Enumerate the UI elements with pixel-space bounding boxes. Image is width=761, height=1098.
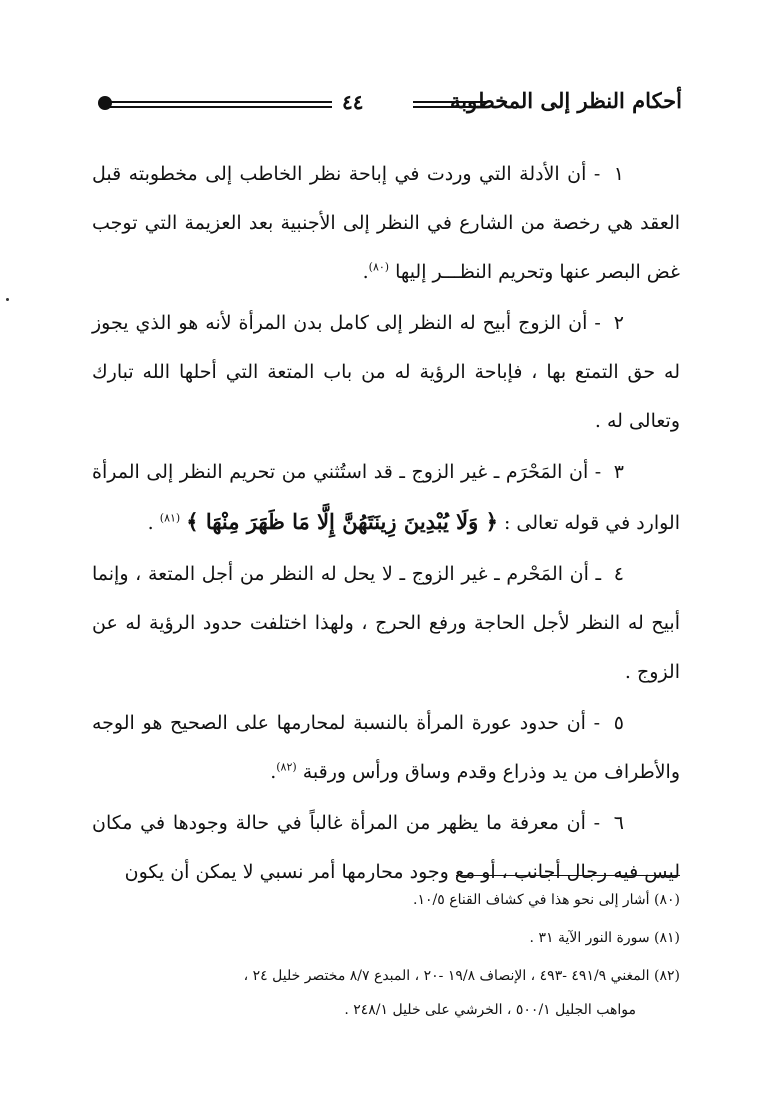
- page-header: [92, 84, 682, 124]
- footnote-ref[interactable]: (٨٢): [276, 760, 297, 774]
- footnote: [92, 883, 680, 917]
- footnote-ref[interactable]: (٨٠): [368, 260, 390, 274]
- footnote-separator: [456, 875, 680, 876]
- item-number: ٥: [613, 712, 624, 734]
- footnote-text: المغني ٤٩١/٩ -٤٩٣ ، الإنصاف ١٩/٨ -٢٠ ، المبدع ٨/٧ مختصر خليل ٢٤ ،: [243, 968, 650, 984]
- header-rule-left: [110, 101, 332, 108]
- item-tail: .: [147, 512, 154, 534]
- page-number: ٤٤: [342, 90, 364, 114]
- item-number: ٤: [613, 563, 624, 585]
- item-text: - أن الزوج أبيح له النظر إلى كامل بدن المرأة لأنه هو الذي يجوز له حق التمتع بها ، فإباحة الرؤية له من باب المتعة التي أحلها الله تبارك وتعالى له .: [92, 312, 680, 432]
- list-item: [92, 550, 680, 697]
- item-text: ـ أن المَحْرم ـ غير الزوج ـ لا يحل له النظر من أجل المتعة ، وإنما أبيح له النظر لأجل الحاجة ورفع الحرج ، ولهذا اختلفت حدود الرؤية له عن الزوج .: [92, 563, 681, 683]
- list-item: [92, 699, 680, 797]
- item-tail: .: [270, 761, 277, 783]
- footnote-continuation: مواهب الجليل ٥٠٠/١ ، الخرشي على خليل ٢٤٨/١ .: [344, 1002, 636, 1018]
- item-text: - أن معرفة ما يظهر من المرأة غالباً في حالة وجودها في مكان ليس فيه رجال أجانب ، أو مع وجود محارمها أمر نسبي لا يمكن أن يكون: [92, 812, 680, 883]
- footnote: [92, 959, 680, 1027]
- list-item: [92, 299, 680, 446]
- footnote-marker: (٨١): [654, 930, 680, 946]
- item-number: ١: [613, 163, 624, 185]
- item-text: - أن الأدلة التي وردت في إباحة نظر الخاطب إلى مخطوبته قبل العقد هي رخصة من الشارع في النظر إلى الأجنبية بعد العزيمة التي توجب غض البصر عنها وتحريم النظـــر إليها: [92, 163, 680, 283]
- list-item: [92, 150, 680, 297]
- item-number: ٢: [613, 312, 624, 334]
- item-text: - أن المَحْرَم ـ غير الزوج ـ قد استُثني من تحريم النظر إلى المرأة الوارد في قوله تعالى :: [92, 461, 680, 534]
- item-number: ٦: [613, 812, 624, 834]
- footnote: [92, 921, 680, 955]
- main-text: [92, 150, 680, 899]
- item-text: - أن حدود عورة المرأة بالنسبة لمحارمها على الصحيح هو الوجه والأطراف من يد وذراع وقدم وساق ورأس ورقبة: [92, 712, 680, 783]
- footnote-marker: (٨٢): [654, 968, 680, 984]
- item-tail: .: [362, 261, 369, 283]
- list-item: [92, 448, 680, 548]
- footnote-text: أشار إلى نحو هذا في كشاف القناع ١٠/٥.: [413, 892, 650, 908]
- footnotes: [92, 883, 680, 1031]
- margin-mark: [6, 298, 9, 301]
- item-number: ٣: [613, 461, 624, 483]
- footnote-text: سورة النور الآية ٣١ .: [529, 930, 650, 946]
- footnote-marker: (٨٠): [654, 892, 680, 908]
- header-rule-dot: [98, 96, 112, 110]
- quran-verse: ﴿ وَلَا يُبْدِينَ زِينَتَهُنَّ إِلَّا مَا ظَهَرَ مِنْهَا ﴾: [186, 509, 498, 534]
- header-rule-right: [413, 101, 487, 108]
- page-title: أحكام النظر إلى المخطوبة: [450, 88, 682, 113]
- footnote-ref[interactable]: (٨١): [159, 511, 181, 525]
